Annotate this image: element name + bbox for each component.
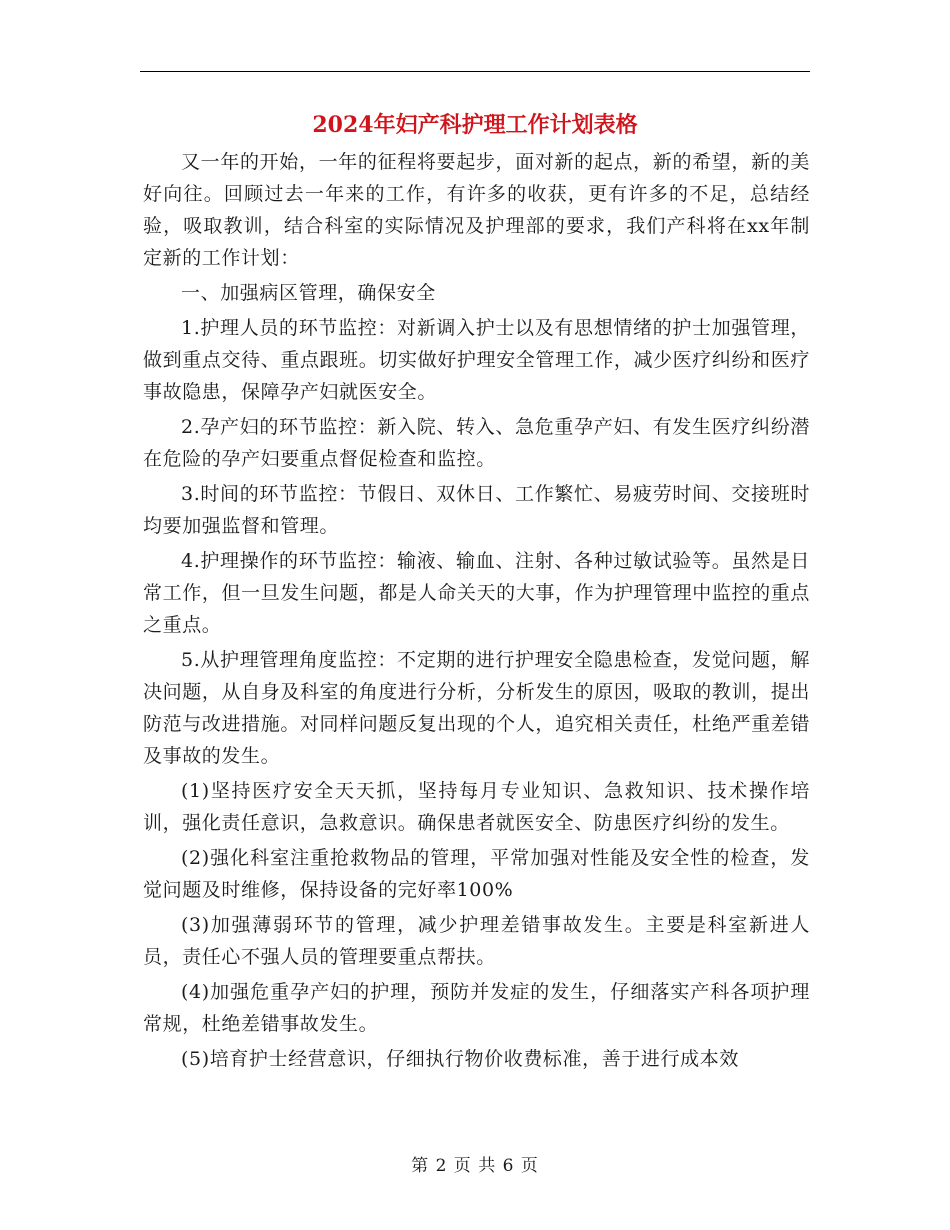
sub-list-item: (1)坚持医疗安全天天抓，坚持每月专业知识、急救知识、技术操作培训，强化责任意识，急救意识。确保患者就医安全、防患医疗纠纷的发生。: [143, 780, 810, 834]
sub-list-item: (2)强化科室注重抢救物品的管理，平常加强对性能及安全性的检查，发觉问题及时维修，保持设备的完好率100%: [143, 847, 810, 901]
list-item: 2.孕产妇的环节监控：新入院、转入、急危重孕产妇、有发生医疗纠纷潜在危险的孕产妇要重点督促检查和监控。: [143, 416, 810, 470]
sub-list-item: (5)培育护士经营意识，仔细执行物价收费标准，善于进行成本效: [181, 1048, 739, 1070]
list-item: 4.护理操作的环节监控：输液、输血、注射、各种过敏试验等。虽然是日常工作，但一旦发生问题，都是人命关天的大事，作为护理管理中监控的重点之重点。: [143, 550, 810, 636]
intro-paragraph: 又一年的开始，一年的征程将要起步，面对新的起点，新的希望，新的美好向往。回顾过去一年来的工作，有许多的收获，更有许多的不足，总结经验，吸取教训，结合科室的实际情况及护理部的要求，我们产科将在xx年制定新的工作计划：: [143, 151, 810, 269]
document-body: [143, 146, 810, 1078]
list-item: 3.时间的环节监控：节假日、双休日、工作繁忙、易疲劳时间、交接班时均要加强监督和管理。: [143, 483, 810, 537]
section-heading: 一、加强病区管理，确保安全: [181, 282, 436, 304]
list-item: 5.从护理管理角度监控：不定期的进行护理安全隐患检查，发觉问题，解决问题，从自身及科室的角度进行分析，分析发生的原因，吸取的教训，提出防范与改进措施。对同样问题反复出现的个人，追究相关责任，杜绝严重差错及事故的发生。: [143, 649, 810, 767]
header-rule: [140, 71, 810, 72]
page-footer: 第 2 页 共 6 页: [411, 1156, 539, 1176]
document-title: 2024年妇产科护理工作计划表格: [312, 112, 638, 138]
list-item: 1.护理人员的环节监控：对新调入护士以及有思想情绪的护士加强管理，做到重点交待、重点跟班。切实做好护理安全管理工作，减少医疗纠纷和医疗事故隐患，保障孕产妇就医安全。: [143, 317, 810, 403]
sub-list-item: (3)加强薄弱环节的管理，减少护理差错事故发生。主要是科室新进人员，责任心不强人员的管理要重点帮扶。: [143, 914, 810, 968]
sub-list-item: (4)加强危重孕产妇的护理，预防并发症的发生，仔细落实产科各项护理常规，杜绝差错事故发生。: [143, 981, 810, 1035]
